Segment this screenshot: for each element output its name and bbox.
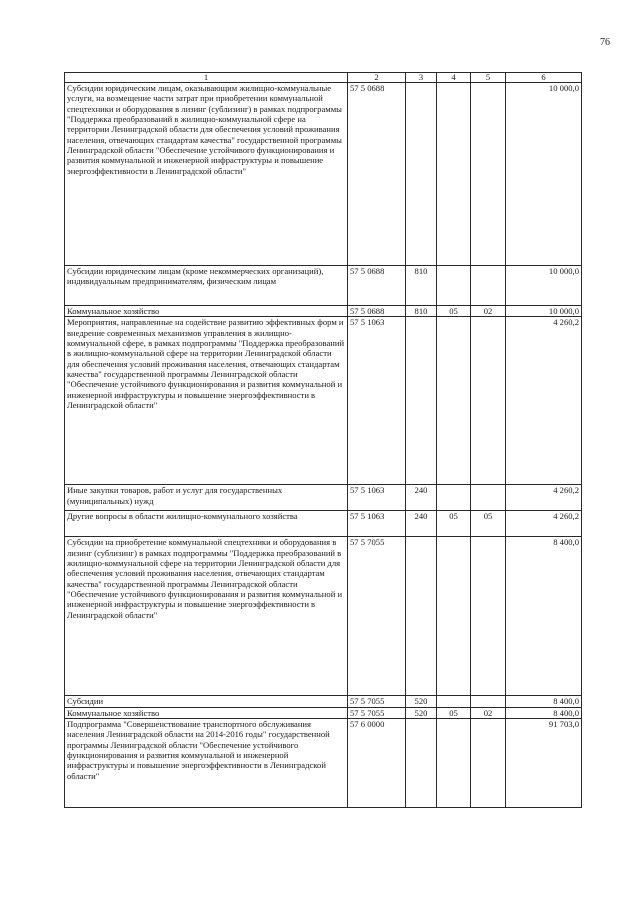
row-vr: 520	[406, 707, 437, 718]
row-code: 57 5 7055	[348, 707, 406, 718]
page-number: 76	[600, 37, 610, 48]
row-amount: 4 260,2	[506, 317, 582, 485]
row-pr: 02	[471, 306, 506, 317]
row-vr: 520	[406, 696, 437, 707]
header-col-1: 1	[65, 73, 348, 83]
row-vr: 810	[406, 306, 437, 317]
header-row	[65, 73, 582, 83]
row-amount: 4 260,2	[506, 511, 582, 537]
row-rz	[437, 317, 471, 485]
row-name: Другие вопросы в области жилищно-коммунального хозяйства	[65, 511, 348, 537]
row-amount: 8 400,0	[506, 537, 582, 696]
row-pr	[471, 83, 506, 266]
row-code: 57 5 0688	[348, 266, 406, 306]
table-row	[65, 317, 582, 485]
row-name: Мероприятия, направленные на содействие развитию эффективных форм и внедрение современных механизмов управления в жилищно-коммунальной сфере, в рамках подпрограммы "Поддержка преобразований в жилищно-коммунальной сфере на территории Ленинградской области для обеспечения условий проживания населения, отвечающих стандартам качества" государственной программы Ленинградской области "Обеспечение устойчивого функционирования и развития коммунальной и инженерной инфраструктуры и повышение энергоэффективности в Ленинградской области"	[65, 317, 348, 485]
header-col-5: 5	[471, 73, 506, 83]
budget-table	[64, 72, 582, 808]
row-code: 57 5 0688	[348, 83, 406, 266]
table-row	[65, 306, 582, 317]
row-name: Субсидии юридическим лицам, оказывающим жилищно-коммунальные услуги, на возмещение части затрат при приобретении коммунальной спецтехники и оборудования в лизинг (сублизинг) в рамках подпрограммы "Поддержка преобразований в жилищно-коммунальной сфере на территории Ленинградской области для обеспечения условий проживания населения, отвечающих стандартам качества" государственной программы Ленинградской области "Обеспечение устойчивого функционирования и развития коммунальной и инженерной инфраструктуры и повышение энергоэффективности в Ленинградской области"	[65, 83, 348, 266]
row-name: Субсидии юридическим лицам (кроме некоммерческих организаций), индивидуальным предпринимателям, физическим лицам	[65, 266, 348, 306]
row-vr: 240	[406, 485, 437, 511]
row-rz	[437, 718, 471, 807]
row-name: Коммунальное хозяйство	[65, 306, 348, 317]
row-code: 57 5 0688	[348, 306, 406, 317]
row-vr	[406, 718, 437, 807]
header-col-6: 6	[506, 73, 582, 83]
row-pr	[471, 485, 506, 511]
row-rz: 05	[437, 707, 471, 718]
table-row	[65, 266, 582, 306]
row-amount: 10 000,0	[506, 83, 582, 266]
row-rz	[437, 537, 471, 696]
row-vr: 810	[406, 266, 437, 306]
row-rz	[437, 485, 471, 511]
row-pr	[471, 537, 506, 696]
row-name: Коммунальное хозяйство	[65, 707, 348, 718]
table-row	[65, 718, 582, 807]
row-amount: 10 000,0	[506, 266, 582, 306]
header-col-2: 2	[348, 73, 406, 83]
table-row	[65, 537, 582, 696]
row-rz	[437, 266, 471, 306]
row-pr: 05	[471, 511, 506, 537]
table-row	[65, 511, 582, 537]
row-code: 57 5 1063	[348, 317, 406, 485]
row-pr	[471, 696, 506, 707]
row-rz	[437, 83, 471, 266]
header-col-4: 4	[437, 73, 471, 83]
row-amount: 8 400,0	[506, 696, 582, 707]
row-code: 57 6 0000	[348, 718, 406, 807]
table-row	[65, 83, 582, 266]
row-vr	[406, 317, 437, 485]
row-code: 57 5 7055	[348, 696, 406, 707]
row-vr	[406, 537, 437, 696]
row-pr	[471, 266, 506, 306]
table-row	[65, 696, 582, 707]
row-code: 57 5 1063	[348, 511, 406, 537]
table-row	[65, 707, 582, 718]
row-amount: 4 260,2	[506, 485, 582, 511]
row-code: 57 5 1063	[348, 485, 406, 511]
row-pr	[471, 317, 506, 485]
row-vr: 240	[406, 511, 437, 537]
row-rz	[437, 696, 471, 707]
row-vr	[406, 83, 437, 266]
table-row	[65, 485, 582, 511]
row-name: Подпрограмма "Совершенствование транспортного обслуживания населения Ленинградской области на 2014-2016 годы" государственной программы Ленинградской области "Обеспечение устойчивого функционирования и развития коммунальной и инженерной инфраструктуры и повышение энергоэффективности в Ленинградской области"	[65, 718, 348, 807]
row-name: Субсидии	[65, 696, 348, 707]
row-name: Субсидии на приобретение коммунальной спецтехники и оборудования в лизинг (сублизинг) в рамках подпрограммы "Поддержка преобразований в жилищно-коммунальной сфере на территории Ленинградской области для обеспечения условий проживания населения, отвечающих стандартам качества" государственной программы Ленинградской области "Обеспечение устойчивого функционирования и развития коммунальной и инженерной инфраструктуры и повышение энергоэффективности в Ленинградской области"	[65, 537, 348, 696]
header-col-3: 3	[406, 73, 437, 83]
row-amount: 91 703,0	[506, 718, 582, 807]
row-amount: 10 000,0	[506, 306, 582, 317]
row-pr: 02	[471, 707, 506, 718]
row-amount: 8 400,0	[506, 707, 582, 718]
row-rz: 05	[437, 306, 471, 317]
row-rz: 05	[437, 511, 471, 537]
row-name: Иные закупки товаров, работ и услуг для государственных (муниципальных) нужд	[65, 485, 348, 511]
row-pr	[471, 718, 506, 807]
row-code: 57 5 7055	[348, 537, 406, 696]
